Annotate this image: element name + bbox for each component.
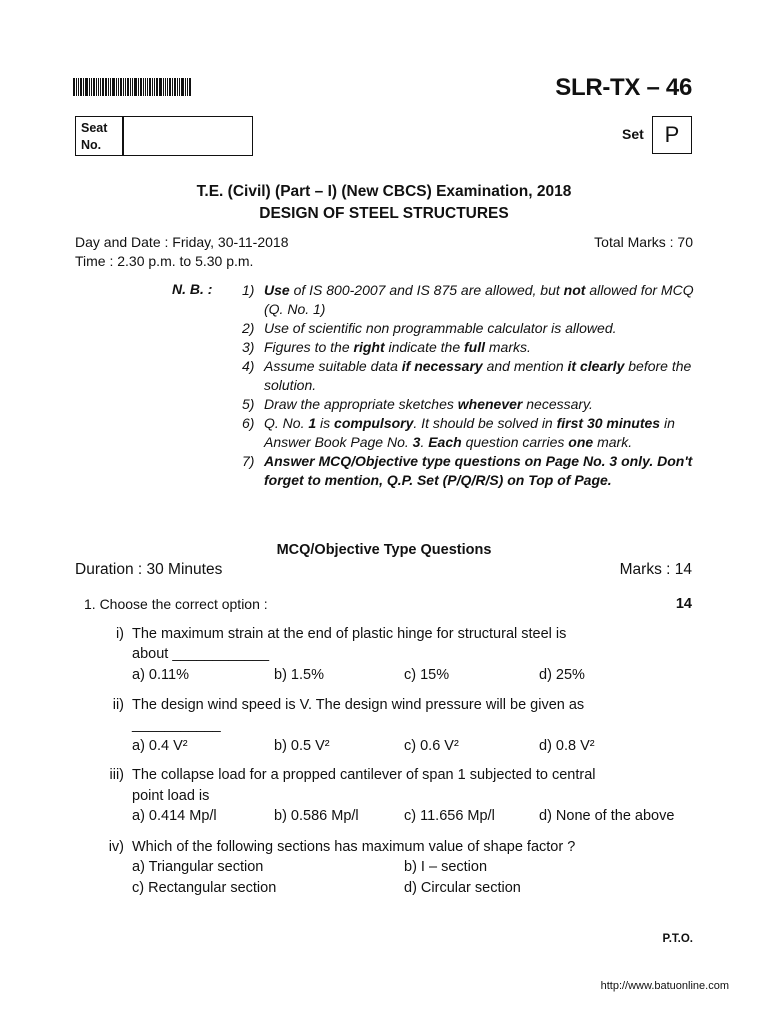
instruction-text: Answer MCQ/Objective type questions on Page No. 3 only. Don't forget to mention, Q.P. Set (P/Q/R/S) on Top of Page. — [264, 453, 693, 488]
exam-title: T.E. (Civil) (Part – I) (New CBCS) Examination, 2018 — [196, 183, 572, 200]
set-label: Set — [622, 126, 644, 142]
q-iii-text-2: point load is — [132, 788, 210, 804]
duration: Duration : 30 Minutes — [75, 561, 223, 578]
barcode — [73, 78, 201, 96]
question-1-marks: 14 — [675, 596, 692, 612]
question-1-label: 1. Choose the correct option : — [84, 596, 268, 612]
q-ii-option-d: d) 0.8 V² — [539, 738, 595, 754]
instruction-text: Assume suitable data if necessary and mention it clearly before the solution. — [264, 358, 692, 393]
q-ii-number: ii) — [112, 697, 124, 713]
q-i-text-2: about ____________ — [132, 646, 270, 662]
instruction-text: Q. No. 1 is compulsory. It should be solved in first 30 minutes in Answer Book Page No. 3. Each question carries one mark. — [264, 415, 675, 450]
total-marks: Total Marks : 70 — [594, 234, 693, 250]
subject-title: DESIGN OF STEEL STRUCTURES — [259, 205, 509, 222]
instruction-item — [242, 414, 702, 452]
seat-number-box — [75, 116, 253, 156]
q-i-option-c: c) 15% — [404, 667, 450, 683]
seat-label-line2: No. — [81, 138, 102, 152]
q-i-option-d: d) 25% — [539, 667, 585, 683]
q-ii-option-b: b) 0.5 V² — [274, 738, 330, 754]
set-value-box: P — [652, 116, 692, 154]
instruction-item — [242, 319, 702, 338]
seat-box-divider — [122, 117, 124, 155]
q-iv-number: iv) — [108, 839, 124, 855]
nb-label: N. B. : — [172, 281, 213, 297]
instruction-text: Use of scientific non programmable calculator is allowed. — [264, 320, 617, 336]
instruction-number: 7) — [242, 453, 255, 469]
instruction-item — [242, 452, 702, 490]
day-date: Day and Date : Friday, 30-11-2018 — [75, 234, 289, 250]
instruction-number: 5) — [242, 396, 255, 412]
q-ii-text: The design wind speed is V. The design wind pressure will be given as — [132, 697, 585, 713]
pto: P.T.O. — [662, 933, 693, 945]
instruction-number: 6) — [242, 415, 255, 431]
q-ii-option-a: a) 0.4 V² — [132, 738, 188, 754]
q-iii-option-c: c) 11.656 Mp/l — [404, 808, 495, 824]
instruction-number: 4) — [242, 358, 255, 374]
q-iv-option-b: b) I – section — [404, 859, 488, 875]
instruction-number: 1) — [242, 282, 255, 298]
q-i-text: The maximum strain at the end of plastic hinge for structural steel is — [132, 626, 567, 642]
q-iv-option-a: a) Triangular section — [132, 859, 264, 875]
q-iii-option-a: a) 0.414 Mp/l — [132, 808, 217, 824]
q-i-option-a: a) 0.11% — [132, 667, 189, 683]
q-iii-text: The collapse load for a propped cantilever of span 1 subjected to central — [132, 767, 596, 783]
instruction-item — [242, 281, 702, 319]
instruction-text: Figures to the right indicate the full marks. — [264, 339, 531, 355]
q-iv-option-d: d) Circular section — [404, 880, 521, 896]
seat-label-line1: Seat — [81, 121, 108, 135]
q-i-number: i) — [115, 626, 124, 642]
instruction-item — [242, 338, 702, 357]
instruction-text: Use of IS 800-2007 and IS 875 are allowed, but not allowed for MCQ (Q. No. 1) — [264, 282, 694, 317]
instruction-item — [242, 395, 702, 414]
q-iii-option-b: b) 0.586 Mp/l — [274, 808, 359, 824]
q-ii-option-c: c) 0.6 V² — [404, 738, 459, 754]
paper-code: SLR-TX – 46 — [555, 74, 692, 101]
mcq-heading: MCQ/Objective Type Questions — [276, 542, 492, 558]
q-iii-number: iii) — [109, 767, 124, 783]
instruction-item — [242, 357, 702, 395]
instruction-text: Draw the appropriate sketches whenever necessary. — [264, 396, 593, 412]
q-iv-text: Which of the following sections has maximum value of shape factor ? — [132, 839, 576, 855]
q-iii-option-d: d) None of the above — [539, 808, 675, 824]
instruction-number: 3) — [242, 339, 255, 355]
q-ii-text-2: ___________ — [132, 717, 221, 733]
mcq-marks: Marks : 14 — [619, 561, 692, 578]
q-iv-option-c: c) Rectangular section — [132, 880, 277, 896]
seat-number-label — [81, 120, 107, 154]
instruction-number: 2) — [242, 320, 255, 336]
source-url[interactable]: http://www.batuonline.com — [600, 980, 729, 992]
instructions-list — [242, 281, 702, 490]
q-i-option-b: b) 1.5% — [274, 667, 324, 683]
exam-time: Time : 2.30 p.m. to 5.30 p.m. — [75, 253, 254, 269]
